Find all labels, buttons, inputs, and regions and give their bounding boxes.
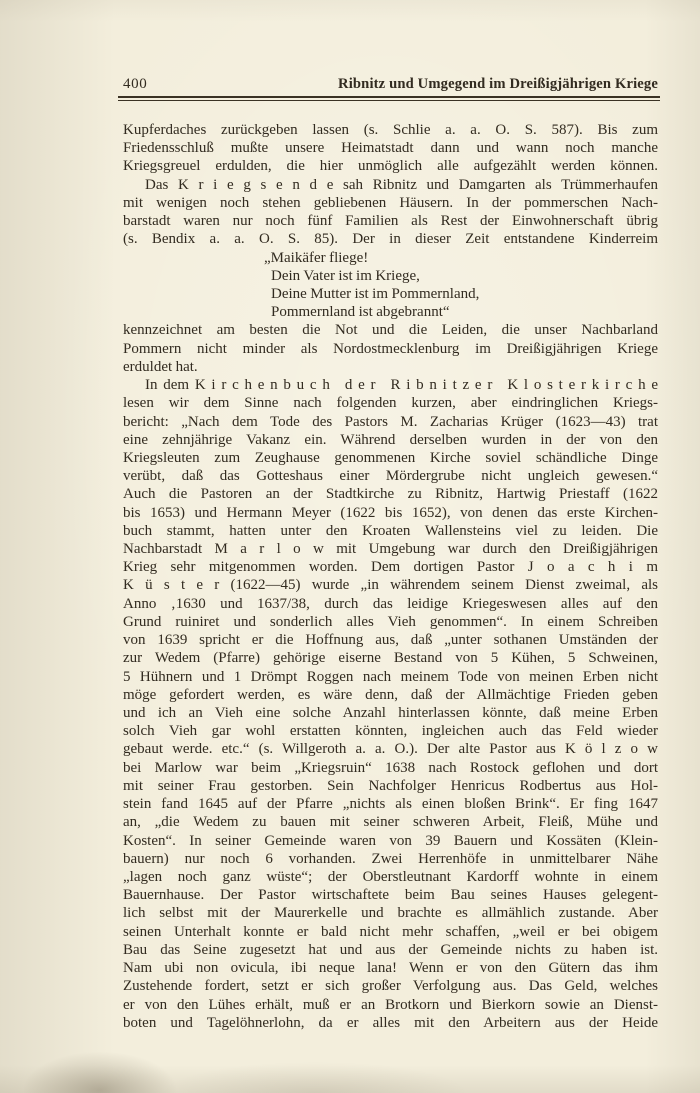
text-line: buch stammt, hatten unter den Kroaten Wallensteins viel zu leiden. Die [123, 522, 658, 539]
text-line: erduldet hat. [123, 358, 198, 375]
text-line: lich selbst mit der Maurerkelle und brachte es allmählich zustande. Aber [123, 905, 658, 922]
text-line: zur Wedem (Pfarre) gehörige eiserne Bestand von 5 Kühen, 5 Schweinen, [123, 650, 658, 667]
text-line: mit wenigen noch stehen gebliebenen Häusern. In der pommerschen Nach- [123, 194, 658, 211]
text-line: Dein Vater ist im Kriege, [271, 267, 420, 284]
text-line: bei Marlow war beim „Kriegsruin“ 1638 nach Rostock geflohen und dort [123, 759, 658, 776]
text-line: stein fand 1645 auf der Pfarre „nichts als einen bloßen Brink“. Er fing 1647 [123, 796, 658, 813]
text-line: Grund ruiniret und sonderlich alles Vieh genommen“. In einem Schreiben [123, 613, 658, 630]
text-line: Das K r i e g s e n d e sah Ribnitz und Damgarten als Trümmerhaufen [145, 176, 658, 193]
text-line: Krieg sehr mitgenommen worden. Dem dortigen Pastor J o a c h i m [123, 559, 658, 576]
text-line: Kosten“. In seiner Gemeinde waren von 39 Bauern und Kossäten (Klein- [123, 832, 658, 849]
page-body [123, 121, 658, 1032]
page-header [123, 76, 658, 93]
text-line: Pommernland ist abgebrannt“ [271, 304, 450, 321]
text-line: „Maikäfer fliege! [264, 249, 369, 266]
header-rule [118, 96, 660, 101]
text-line: (s. Bendix a. a. O. S. 85). Der in dieser Zeit entstandene Kinderreim [123, 231, 658, 248]
text-line: solch Vieh gar wohl erstatten könnten, ingleichen auch das Feld wieder [123, 723, 658, 740]
paragraph [123, 121, 658, 176]
text-line: kennzeichnet am besten die Not und die Leiden, die unser Nachbarland [123, 322, 658, 339]
text-line: Kriegsleuten zum Zeughause genommenen Kirche soviel schändliche Dinge [123, 449, 658, 466]
text-line: 5 Hühnern und 1 Drömpt Roggen nach meinem Tode von meinen Erben nicht [123, 668, 658, 685]
text-line: „lagen noch ganz wüste“; der Oberstleutnant Kardorff wohnte in einem [123, 868, 658, 885]
text-line: von 1639 spricht er die Hoffnung aus, daß „unter sothanen Umständen der [123, 632, 658, 649]
paragraph [123, 376, 658, 1032]
text-line: und ich an Vieh eine solche Anzahl hinterlassen könnte, daß meine Erben [123, 705, 658, 721]
page-number: 400 [123, 76, 148, 92]
text-line: gebaut werde. etc.“ (s. Willgeroth a. a. O.). Der alte Pastor aus K ö l z o w [123, 741, 658, 758]
text-line: Nam ubi non ovicula, ibi neque lana! Wenn er von den Gütern das ihm [123, 960, 658, 977]
text-line: K ü s t e r (1622—45) wurde „in währendem seinem Dienst zweimal, als [123, 577, 658, 594]
text-line: verübt, daß das Gotteshaus einer Mördergrube nicht ungleich gewesen.“ [123, 468, 658, 485]
text-line: boten und Tagelöhnerlohn, da er alles mit den Arbeitern aus der Heide [123, 1014, 658, 1031]
text-line: bericht: „Nach dem Tode des Pastors M. Zacharias Krüger (1623—43) trat [123, 413, 658, 430]
text-line: Pommern nicht minder als Nordostmecklenburg im Dreißigjährigen Kriege [123, 340, 658, 357]
text-line: eine zehnjährige Vakanz ein. Während derselben wurden in der von den [123, 431, 658, 448]
text-line: Kriegsgreuel erdulden, die hier unmöglich alle aufgezählt werden können. [123, 158, 658, 175]
text-line: lesen wir dem Sinne nach folgenden kurzen, aber eindringlichen Kriegs- [123, 395, 658, 412]
text-line: Kupferdaches zurückgeben lassen (s. Schlie a. a. O. S. 587). Bis zum [123, 122, 658, 138]
text-line: Deine Mutter ist im Pommernland, [271, 285, 480, 302]
running-title: Ribnitz und Umgegend im Dreißigjährigen Kriege [338, 76, 658, 92]
text-line: Nachbarstadt M a r l o w mit Umgebung war durch den Dreißigjährigen [123, 541, 658, 558]
text-line: Zustehende fordert, setzt er sich großer Verfolgung aus. Das Geld, welches [123, 978, 658, 995]
text-line: In dem K i r c h e n b u c h d e r R i b n i t z e r K l o s t e r k i r c h e [145, 377, 658, 394]
text-line: barstadt waren nur noch fünf Familien als Rest der Einwohnerschaft übrig [123, 213, 658, 230]
text-line: Bauernhause. Der Pastor wirtschaftete beim Bau seines Hauses gelegent- [123, 887, 658, 904]
text-line: Bau das Seine zugesetzt hat und aus der Gemeinde nichts zu haben ist. [123, 941, 658, 958]
text-line: möge gefordert werden, es wäre denn, daß der Allmächtige Frieden geben [123, 686, 658, 703]
text-line: er von den Lühes erhält, muß er an Brotkorn und Bierkorn sowie an Dienst- [123, 996, 658, 1013]
verse-block [123, 249, 658, 322]
text-line: Anno ‚1630 und 1637/38, durch das leidige Kriegeswesen alles auf den [123, 595, 658, 612]
text-line: bauern) nur noch 6 vorhanden. Zwei Herrenhöfe in unmittelbarer Nähe [123, 850, 658, 867]
paragraph [123, 321, 658, 376]
text-line: bis 1653) und Hermann Meyer (1622 bis 1652), von denen das erste Kirchen- [123, 504, 658, 521]
text-line: Friedensschluß mußte unsere Heimatstadt dann und wann noch manche [123, 140, 658, 157]
text-line: mit seiner Frau gestorben. Sein Nachfolger Henricus Rodbertus aus Hol- [123, 777, 658, 794]
text-line: seinen Unterhalt konnte er bald nicht mehr schaffen, „weil er bei obigem [123, 923, 658, 940]
text-line: Auch die Pastoren an der Stadtkirche zu Ribnitz, Hartwig Priestaff (1622 [123, 486, 658, 503]
text-line: an, „die Wedem zu bauen mit seiner schweren Arbeit, Fleiß, Mühe und [123, 814, 658, 831]
paragraph [123, 176, 658, 249]
page-content [123, 76, 658, 1032]
